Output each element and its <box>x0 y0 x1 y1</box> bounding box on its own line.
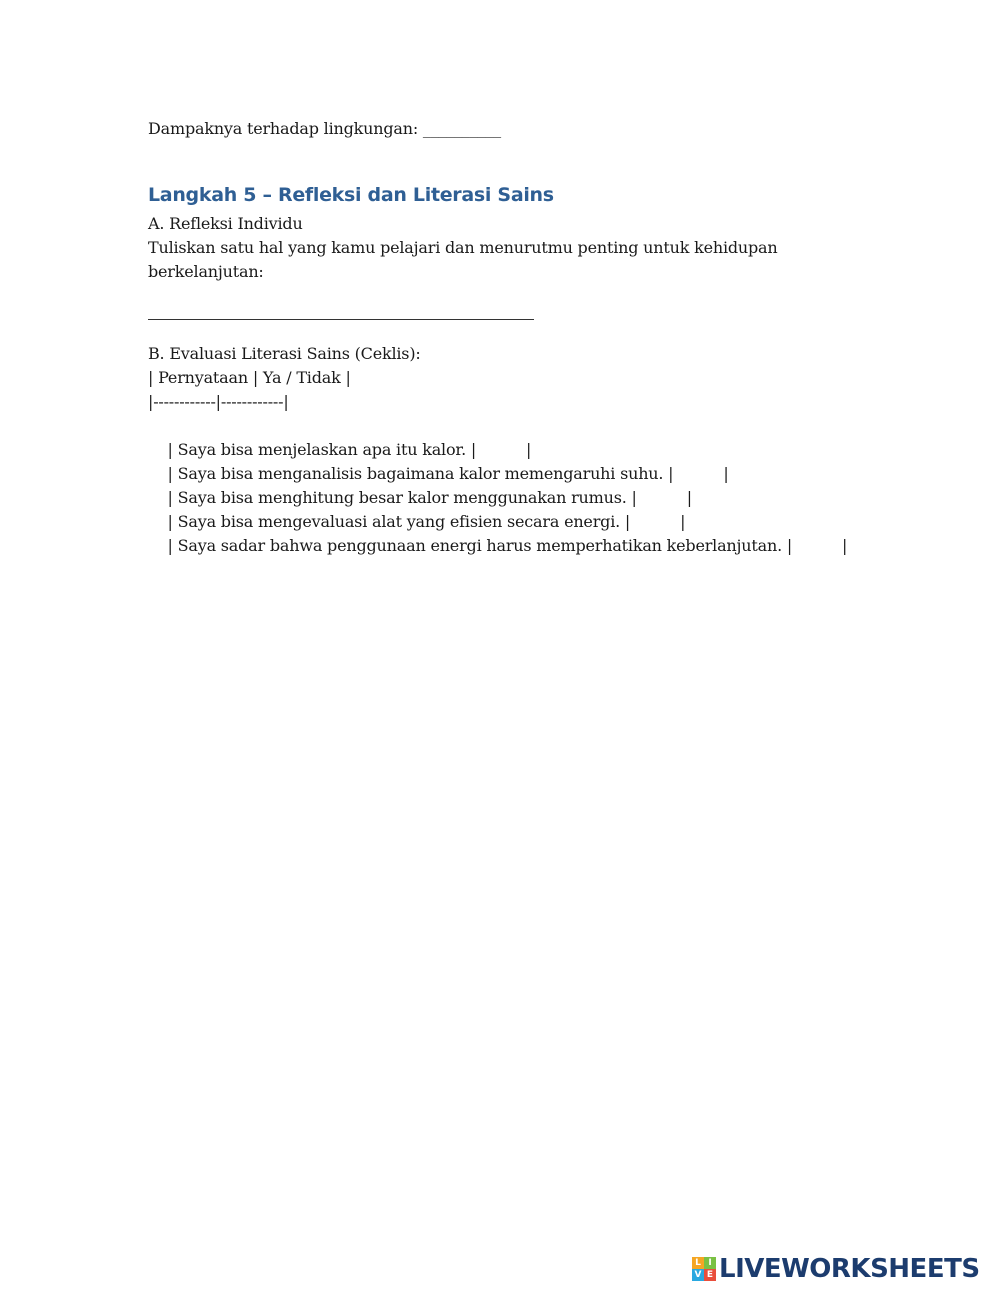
checklist-header: | Pernyataan | Ya / Tidak | <box>148 368 351 387</box>
checklist-statement: | Saya bisa menghitung besar kalor menggunakan rumus. | <box>167 488 637 507</box>
checklist-statement: | Saya bisa menjelaskan apa itu kalor. | <box>167 440 477 459</box>
part-b-title: B. Evaluasi Literasi Sains (Ceklis): <box>148 344 421 363</box>
checklist-divider: |------------|------------| <box>148 392 289 411</box>
logo-mark-letter: I <box>704 1257 716 1269</box>
liveworksheets-logo <box>692 1255 980 1283</box>
part-a-title: A. Refleksi Individu <box>148 214 303 233</box>
checklist-row-end: | <box>526 440 532 459</box>
checklist-statement: | Saya bisa mengevaluasi alat yang efisien secara energi. | <box>167 512 631 531</box>
checklist-row-end: | <box>842 536 848 555</box>
checklist-row <box>148 510 847 582</box>
logo-mark-letter: E <box>704 1269 716 1281</box>
section-heading: Langkah 5 – Refleksi dan Literasi Sains <box>148 184 554 206</box>
checklist-statement: | Saya sadar bahwa penggunaan energi harus memperhatikan keberlanjutan. | <box>167 536 793 555</box>
checklist-row-end: | <box>680 512 686 531</box>
logo-mark-letter: V <box>692 1269 704 1281</box>
logo-text: LIVEWORKSHEETS <box>719 1254 980 1284</box>
impact-line: Dampaknya terhadap lingkungan: __________ <box>148 119 501 138</box>
checklist-row-end: | <box>723 464 729 483</box>
checklist-statement: | Saya bisa menganalisis bagaimana kalor memengaruhi suhu. | <box>167 464 674 483</box>
checklist-row-end: | <box>686 488 692 507</box>
logo-mark-letter: L <box>692 1257 704 1269</box>
live-logo-mark-icon <box>692 1257 716 1281</box>
reflection-answer-blank[interactable] <box>148 319 534 320</box>
part-a-prompt-line1: Tuliskan satu hal yang kamu pelajari dan menurutmu penting untuk kehidupan <box>148 238 778 257</box>
part-a-prompt-line2: berkelanjutan: <box>148 262 264 281</box>
